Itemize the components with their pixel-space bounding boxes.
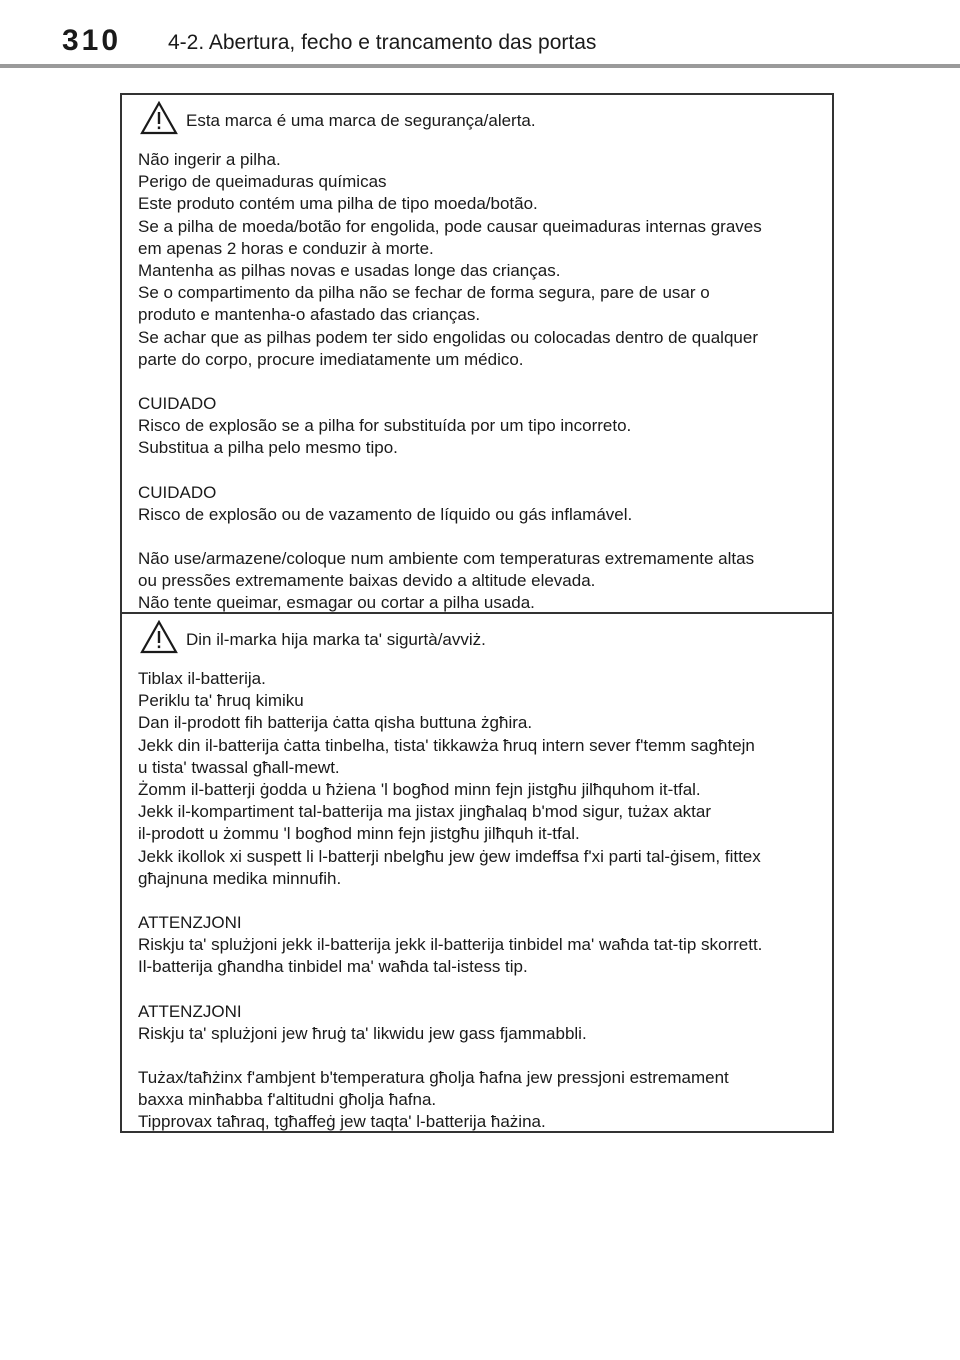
text-line: Riskju ta' splużjoni jew ħruġ ta' likwidu jew gass fjammabbli.	[138, 1023, 587, 1043]
paragraph-caution-replacement	[138, 912, 818, 979]
battery-warning-label	[120, 93, 834, 1133]
section-title: 4-2. Abertura, fecho e trancamento das portas	[168, 31, 597, 54]
warning-title: Din il-marka hija marka ta' sigurtà/avviż.	[186, 630, 486, 649]
text-line: Não tente queimar, esmagar ou cortar a pilha usada.	[138, 593, 535, 613]
page-number: 310	[62, 24, 122, 57]
paragraph-environment	[138, 548, 818, 615]
text-line: Periklu ta' ħruq kimiku	[138, 691, 304, 711]
paragraph-caution-leakage	[138, 1001, 818, 1045]
text-line: Substitua a pilha pelo mesmo tipo.	[138, 438, 398, 458]
text-line: Dan il-prodott fih batterija ċatta qisha buttuna żgħira.	[138, 713, 533, 733]
caution-heading: CUIDADO	[138, 394, 217, 414]
text-line: Risco de explosão ou de vazamento de líquido ou gás inflamável.	[138, 504, 633, 524]
warning-heading-row	[138, 101, 818, 141]
text-line: il-prodott u żommu 'l bogħod minn fejn jistgħu jilħquh it-tfal.	[138, 824, 580, 844]
text-line: Jekk il-kompartiment tal-batterija ma jistax jingħalaq b'mod sigur, tużax aktar	[138, 802, 711, 822]
paragraph-ingestion	[138, 149, 818, 371]
text-line: Il-batterija għandha tinbidel ma' waħda tal-istess tip.	[138, 957, 528, 977]
paragraph-caution-leakage	[138, 482, 818, 526]
text-line: u tista' twassal għall-mewt.	[138, 757, 340, 777]
text-line: Não use/armazene/coloque num ambiente com temperaturas extremamente altas	[138, 549, 755, 569]
caution-heading: ATTENZJONI	[138, 913, 242, 933]
caution-heading: CUIDADO	[138, 482, 217, 502]
text-line: għajnuna medika minnufih.	[138, 868, 342, 888]
paragraph-caution-replacement	[138, 393, 818, 460]
text-line: Riskju ta' splużjoni jekk il-batterija jekk il-batterija tinbidel ma' waħda tat-tip skorrett.	[138, 935, 763, 955]
text-line: Jekk ikollok xi suspett li l-batterji nbelgħu jew ġew imdeffsa f'xi parti tal-ġisem, fittex	[138, 846, 761, 866]
warning-panel-maltese	[122, 614, 832, 1131]
warning-triangle-icon	[140, 101, 178, 135]
text-line: baxxa minħabba f'altitudni għolja ħafna.	[138, 1090, 437, 1110]
text-line: ou pressões extremamente baixas devido a altitude elevada.	[138, 571, 596, 591]
text-line: Não ingerir a pilha.	[138, 150, 281, 169]
text-line: Se a pilha de moeda/botão for engolida, pode causar queimaduras internas graves	[138, 216, 762, 236]
warning-panel-portuguese	[122, 95, 832, 612]
text-line: Este produto contém uma pilha de tipo moeda/botão.	[138, 194, 538, 214]
text-line: Tiblax il-batterija.	[138, 669, 266, 688]
warning-triangle-icon	[140, 620, 178, 654]
caution-heading: ATTENZJONI	[138, 1001, 242, 1021]
header-rule	[0, 64, 960, 68]
text-line: Risco de explosão se a pilha for substituída por um tipo incorreto.	[138, 416, 632, 436]
page-header	[0, 0, 960, 70]
text-line: Mantenha as pilhas novas e usadas longe das crianças.	[138, 261, 561, 281]
text-line: Tipprovax taħraq, tgħaffeġ jew taqta' l-batterija ħażina.	[138, 1112, 546, 1132]
text-line: Se achar que as pilhas podem ter sido engolidas ou colocadas dentro de qualquer	[138, 327, 758, 347]
paragraph-ingestion	[138, 668, 818, 890]
text-line: Żomm il-batterji ġodda u ħżiena 'l bogħod minn fejn jistgħu jilħquhom it-tfal.	[138, 780, 701, 800]
warning-heading-row	[138, 620, 818, 660]
text-line: Tużax/taħżinx f'ambjent b'temperatura għolja ħafna jew pressjoni estremament	[138, 1068, 729, 1088]
warning-title: Esta marca é uma marca de segurança/alerta.	[186, 111, 536, 130]
text-line: parte do corpo, procure imediatamente um médico.	[138, 349, 524, 369]
text-line: Perigo de queimaduras químicas	[138, 172, 387, 192]
text-line: em apenas 2 horas e conduzir à morte.	[138, 238, 434, 258]
text-line: produto e mantenha-o afastado das crianças.	[138, 305, 481, 325]
paragraph-environment	[138, 1067, 818, 1134]
text-line: Se o compartimento da pilha não se fechar de forma segura, pare de usar o	[138, 283, 710, 303]
text-line: Jekk din il-batterija ċatta tinbelha, tista' tikkawża ħruq intern sever f'temm sagħtejn	[138, 735, 755, 755]
